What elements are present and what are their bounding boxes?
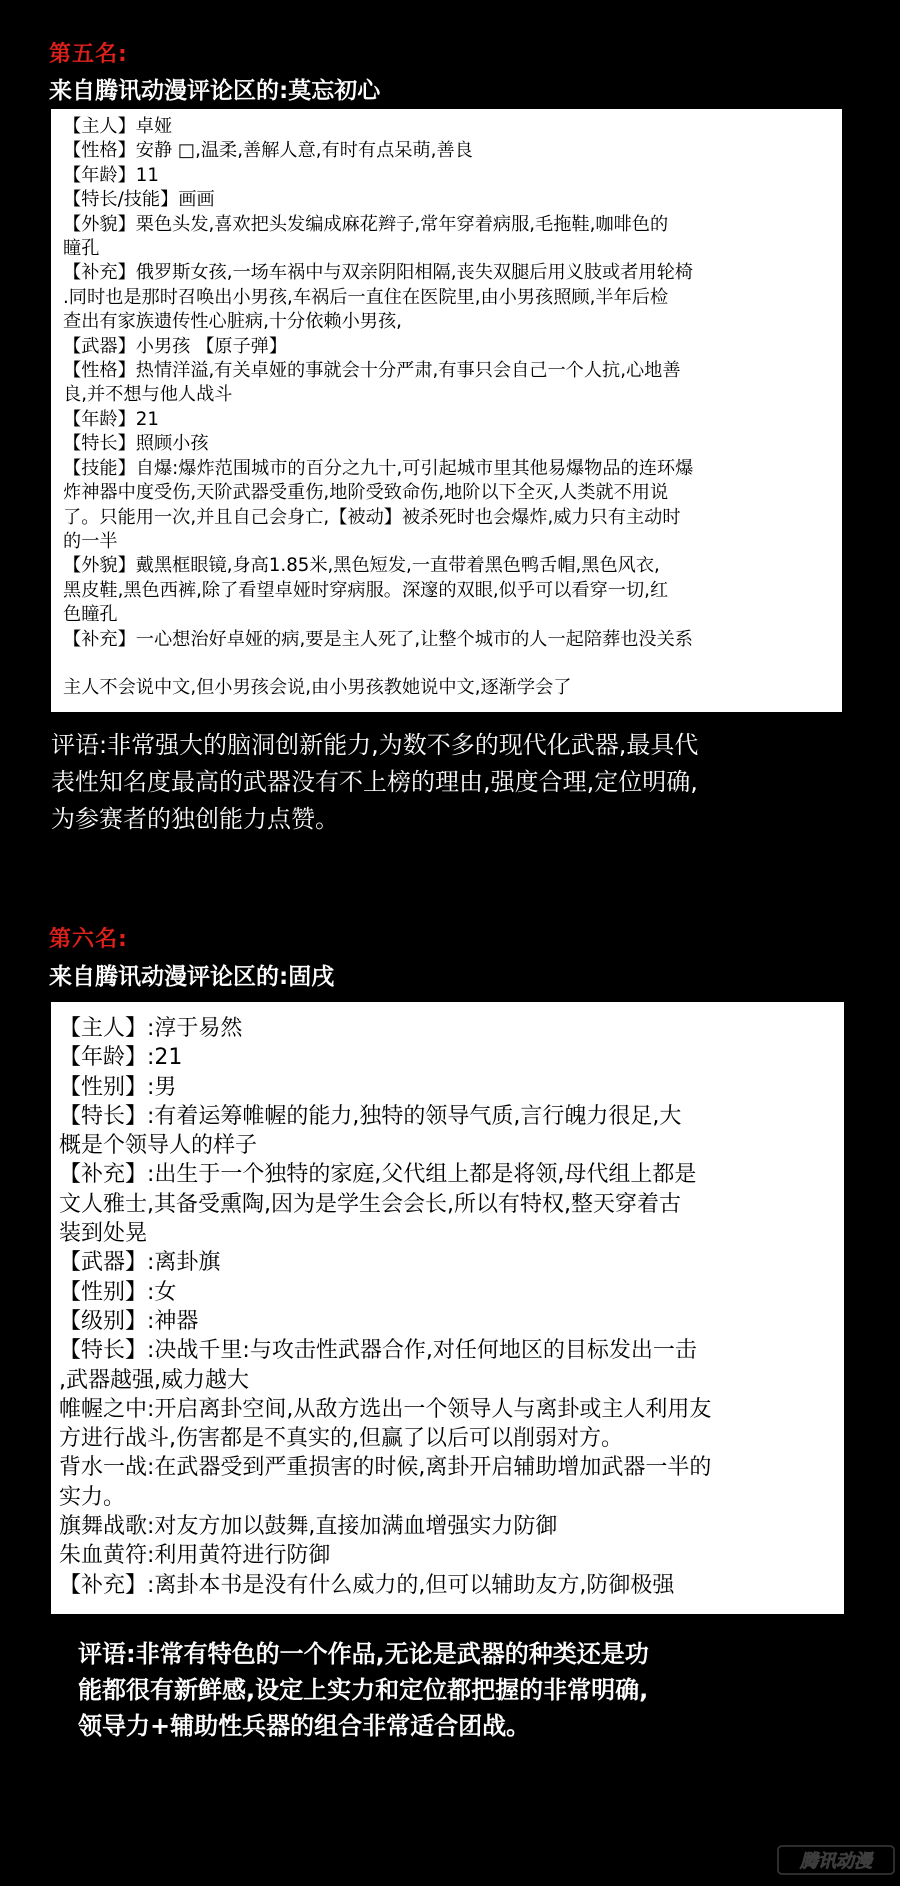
rank-5-profile-line-4: 【外貌】栗色头发,喜欢把头发编成麻花辫子,常年穿着病服,毛拖鞋,咖啡色的	[63, 213, 669, 235]
entry-card-rank-5	[51, 109, 842, 712]
rank-5-profile-line-13: 【特长】照顾小孩	[63, 433, 209, 455]
rank-6-profile-line-12: ,武器越强,威力越大	[59, 1367, 249, 1393]
rank-6-profile-line-3: 【特长】:有着运筹帷幄的能力,独特的领导气质,言行魄力很足,大	[59, 1103, 682, 1129]
rank-5-profile-line-18: 【外貌】戴黑框眼镜,身高1.85米,黑色短发,一直带着黑色鸭舌帽,黑色风衣,	[63, 555, 660, 577]
rank-6-comment-line-0: 评语:非常有特色的一个作品,无论是武器的种类还是功	[78, 1640, 649, 1668]
rank-5-heading: 第五名:	[49, 42, 128, 67]
rank-6-profile-line-6: 文人雅士,其备受熏陶,因为是学生会会长,所以有特权,整天穿着古	[59, 1191, 681, 1217]
rank-5-profile-line-15: 炸神器中度受伤,天阶武器受重伤,地阶受致命伤,地阶以下全灭,人类就不用说	[63, 482, 669, 504]
rank-6-source: 来自腾讯动漫评论区的:固戌	[49, 964, 335, 990]
rank-5-profile-line-6: 【补充】俄罗斯女孩,一场车祸中与双亲阴阳相隔,丧失双腿后用义肢或者用轮椅	[63, 262, 693, 284]
rank-5-profile-line-10: 【性格】热情洋溢,有关卓娅的事就会十分严肃,有事只会自己一个人抗,心地善	[63, 360, 681, 382]
rank-6-profile-line-10: 【级别】:神器	[59, 1308, 199, 1334]
rank-5-profile-line-3: 【特长/技能】画画	[63, 189, 215, 211]
svg-text:腾讯动漫: 腾讯动漫	[800, 1851, 872, 1872]
rank-6-profile-line-1: 【年龄】:21	[59, 1045, 183, 1071]
rank-5-source: 来自腾讯动漫评论区的:莫忘初心	[49, 78, 381, 104]
rank-5-comment-line-2: 为参赛者的独创能力点赞。	[51, 805, 339, 833]
rank-6-profile-line-17: 旗舞战歌:对友方加以鼓舞,直接加满血增强实力防御	[59, 1514, 558, 1540]
rank-5-profile-line-11: 良,并不想与他人战斗	[63, 384, 233, 406]
rank-5-profile-line-1: 【性格】安静 □,温柔,善解人意,有时有点呆萌,善良	[63, 140, 473, 162]
rank-6-profile-line-14: 方进行战斗,伤害都是不真实的,但赢了以后可以削弱对方。	[59, 1426, 623, 1452]
rank-6-profile-line-7: 装到处晃	[59, 1221, 148, 1247]
rank-5-profile-line-17: 的一半	[63, 530, 118, 552]
rank-5-profile-line-5: 瞳孔	[63, 238, 100, 260]
rank-6-heading: 第六名:	[49, 927, 128, 952]
rank-6-profile-line-2: 【性别】:男	[59, 1074, 177, 1100]
rank-5-comment-line-0: 评语:非常强大的脑洞创新能力,为数不多的现代化武器,最具代	[51, 731, 699, 759]
rank-5-profile-line-21: 【补充】一心想治好卓娅的病,要是主人死了,让整个城市的人一起陪葬也没关系	[63, 628, 693, 650]
rank-6-profile-line-11: 【特长】:决战千里:与攻击性武器合作,对任何地区的目标发出一击	[59, 1338, 697, 1364]
rank-6-profile-line-9: 【性别】:女	[59, 1279, 177, 1305]
rank-6-profile-line-15: 背水一战:在武器受到严重损害的时候,离卦开启辅助增加武器一半的	[59, 1455, 712, 1481]
rank-5-profile-line-9: 【武器】小男孩 【原子弹】	[63, 335, 288, 357]
rank-5-profile-line-20: 色瞳孔	[63, 604, 118, 626]
rank-5-profile-line-8: 查出有家族遗传性心脏病,十分依赖小男孩,	[63, 311, 402, 333]
rank-5-comment	[51, 727, 698, 838]
rank-5-profile-line-16: 了。只能用一次,并且自己会身亡,【被动】被杀死时也会爆炸,威力只有主动时	[63, 506, 681, 528]
rank-5-profile-line-23: 主人不会说中文,但小男孩会说,由小男孩教她说中文,逐渐学会了	[63, 676, 572, 698]
rank-5-profile-line-7: .同时也是那时召唤出小男孩,车祸后一直住在医院里,由小男孩照顾,半年后检	[63, 286, 669, 308]
rank-5-comment-line-1: 表性知名度最高的武器没有不上榜的理由,强度合理,定位明确,	[51, 768, 698, 796]
rank-5-profile-line-19: 黑皮鞋,黑色西裤,除了看望卓娅时穿病服。深邃的双眼,似乎可以看穿一切,红	[63, 579, 669, 601]
rank-6-profile-line-5: 【补充】:出生于一个独特的家庭,父代组上都是将领,母代组上都是	[59, 1162, 697, 1188]
rank-6-profile-line-18: 朱血黄符:利用黄符进行防御	[59, 1543, 331, 1569]
rank-6-profile-line-19: 【补充】:离卦本书是没有什么威力的,但可以辅助友方,防御极强	[59, 1572, 675, 1598]
entry-card-rank-6	[51, 1002, 844, 1614]
rank-6-comment-line-2: 领导力+辅助性兵器的组合非常适合团战。	[78, 1712, 531, 1740]
rank-5-profile-line-2: 【年龄】11	[63, 164, 159, 186]
rank-6-comment	[78, 1636, 649, 1744]
tencent-comic-watermark-logo	[776, 1840, 896, 1880]
rank-6-profile-line-8: 【武器】:离卦旗	[59, 1250, 221, 1276]
rank-5-profile-line-0: 【主人】卓娅	[63, 116, 173, 137]
rank-5-profile-line-22	[63, 652, 832, 676]
rank-6-profile-line-13: 帷幄之中:开启离卦空间,从敌方选出一个领导人与离卦或主人利用友	[59, 1396, 712, 1422]
rank-6-comment-line-1: 能都很有新鲜感,设定上实力和定位都把握的非常明确,	[78, 1676, 649, 1704]
rank-5-profile-line-12: 【年龄】21	[63, 408, 159, 430]
rank-6-profile-line-4: 概是个领导人的样子	[59, 1133, 258, 1159]
rank-6-profile-line-0: 【主人】:淳于易然	[59, 1016, 243, 1041]
rank-6-profile-line-16: 实力。	[59, 1484, 126, 1510]
rank-5-profile-line-14: 【技能】自爆:爆炸范围城市的百分之九十,可引起城市里其他易爆物品的连环爆	[63, 457, 694, 479]
